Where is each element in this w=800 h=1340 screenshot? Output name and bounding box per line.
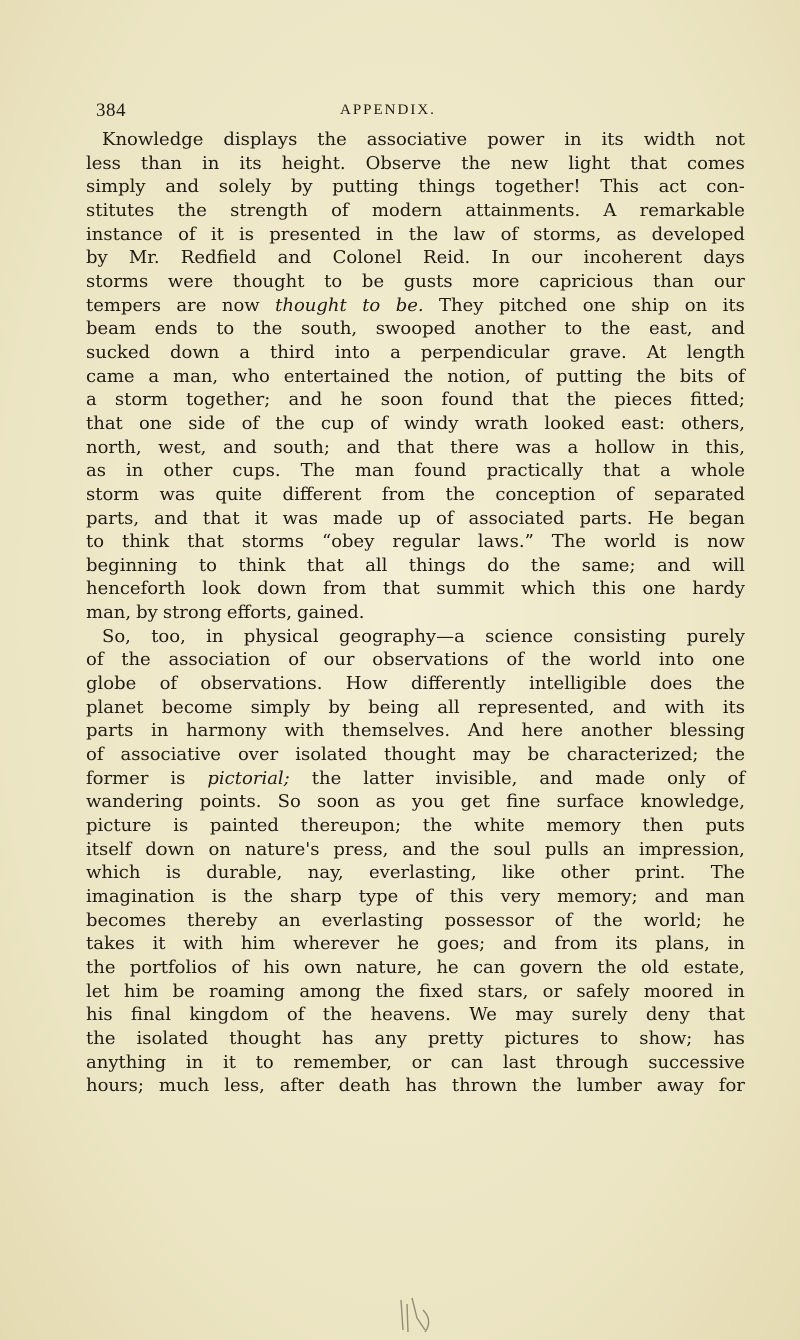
- text-line: imagination is the sharp type of this very memory; and man: [86, 886, 745, 907]
- text-line: henceforth look down from that summit which this one hardy: [86, 578, 745, 600]
- body-text: [86, 128, 745, 1098]
- text-line: stitutes the strength of modern attainments. A remarkable: [86, 199, 745, 221]
- text-line: itself down on nature's press, and the soul pulls an impression,: [86, 838, 745, 860]
- running-head: APPENDIX.: [340, 102, 436, 118]
- text-line: picture is painted thereupon; the white memory then puts: [86, 815, 745, 837]
- text-line: north, west, and south; and that there was a hollow in this,: [86, 436, 745, 458]
- text-line: let him be roaming among the fixed stars, or safely moored in: [86, 980, 745, 1002]
- text-line: Knowledge displays the associative power in its width not: [102, 129, 745, 150]
- text-line: anything in it to remember, or can last through successive: [86, 1051, 745, 1073]
- text-line: less than in its height. Observe the new light that comes: [86, 152, 745, 174]
- text-line: planet become simply by being all represented, and with its: [86, 696, 745, 718]
- text-line: So, too, in physical geography—a science consisting purely: [102, 625, 745, 647]
- page-number: 384: [96, 100, 126, 121]
- text-line: of the association of our observations of the world into one: [86, 649, 745, 671]
- text-line: hours; much less, after death has thrown the lumber away for: [86, 1075, 745, 1097]
- text-line: former is pictorial; the latter invisible, and made only of: [86, 767, 745, 789]
- text-line: storm was quite different from the conception of separated: [86, 483, 745, 505]
- text-line: that one side of the cup of windy wrath looked east: others,: [86, 412, 745, 434]
- text-line: globe of observations. How differently intelligible does the: [86, 673, 745, 695]
- text-line: which is durable, nay, everlasting, like other print. The: [86, 862, 745, 884]
- text-line: man, by strong efforts, gained.: [86, 602, 365, 624]
- text-line: sucked down a third into a perpendicular grave. At length: [86, 341, 745, 363]
- text-line: parts in harmony with themselves. And here another blessing: [86, 720, 745, 742]
- text-line: by Mr. Redfield and Colonel Reid. In our incoherent days: [86, 247, 745, 269]
- text-line: storms were thought to be gusts more capricious than our: [86, 270, 745, 292]
- text-line: takes it with him wherever he goes; and from its plans, in: [86, 933, 745, 955]
- text-line: of associative over isolated thought may be characterized; the: [86, 744, 745, 766]
- text-line: tempers are now thought to be. They pitched one ship on its: [86, 294, 745, 316]
- text-line: to think that storms “obey regular laws.” The world is now: [86, 531, 745, 553]
- text-line: came a man, who entertained the notion, of putting the bits of: [86, 365, 745, 387]
- text-line: parts, and that it was made up of associated parts. He began: [86, 507, 745, 529]
- text-line: the portfolios of his own nature, he can govern the old estate,: [86, 956, 745, 978]
- text-line: beam ends to the south, swooped another to the east, and: [86, 318, 745, 340]
- text-line: as in other cups. The man found practically that a whole: [86, 460, 745, 482]
- text-line: simply and solely by putting things together! This act con-: [86, 176, 745, 198]
- text-line: becomes thereby an everlasting possessor of the world; he: [86, 909, 745, 931]
- text-line: wandering points. So soon as you get fine surface knowledge,: [86, 791, 745, 813]
- text-line: a storm together; and he soon found that the pieces fitted;: [86, 389, 745, 411]
- text-line: the isolated thought has any pretty pictures to show; has: [86, 1027, 745, 1049]
- text-line: beginning to think that all things do the same; and will: [86, 554, 745, 576]
- text-line: his final kingdom of the heavens. We may surely deny that: [86, 1004, 745, 1026]
- text-line: instance of it is presented in the law of storms, as developed: [86, 223, 745, 245]
- ink-mark-icon: [395, 1290, 435, 1335]
